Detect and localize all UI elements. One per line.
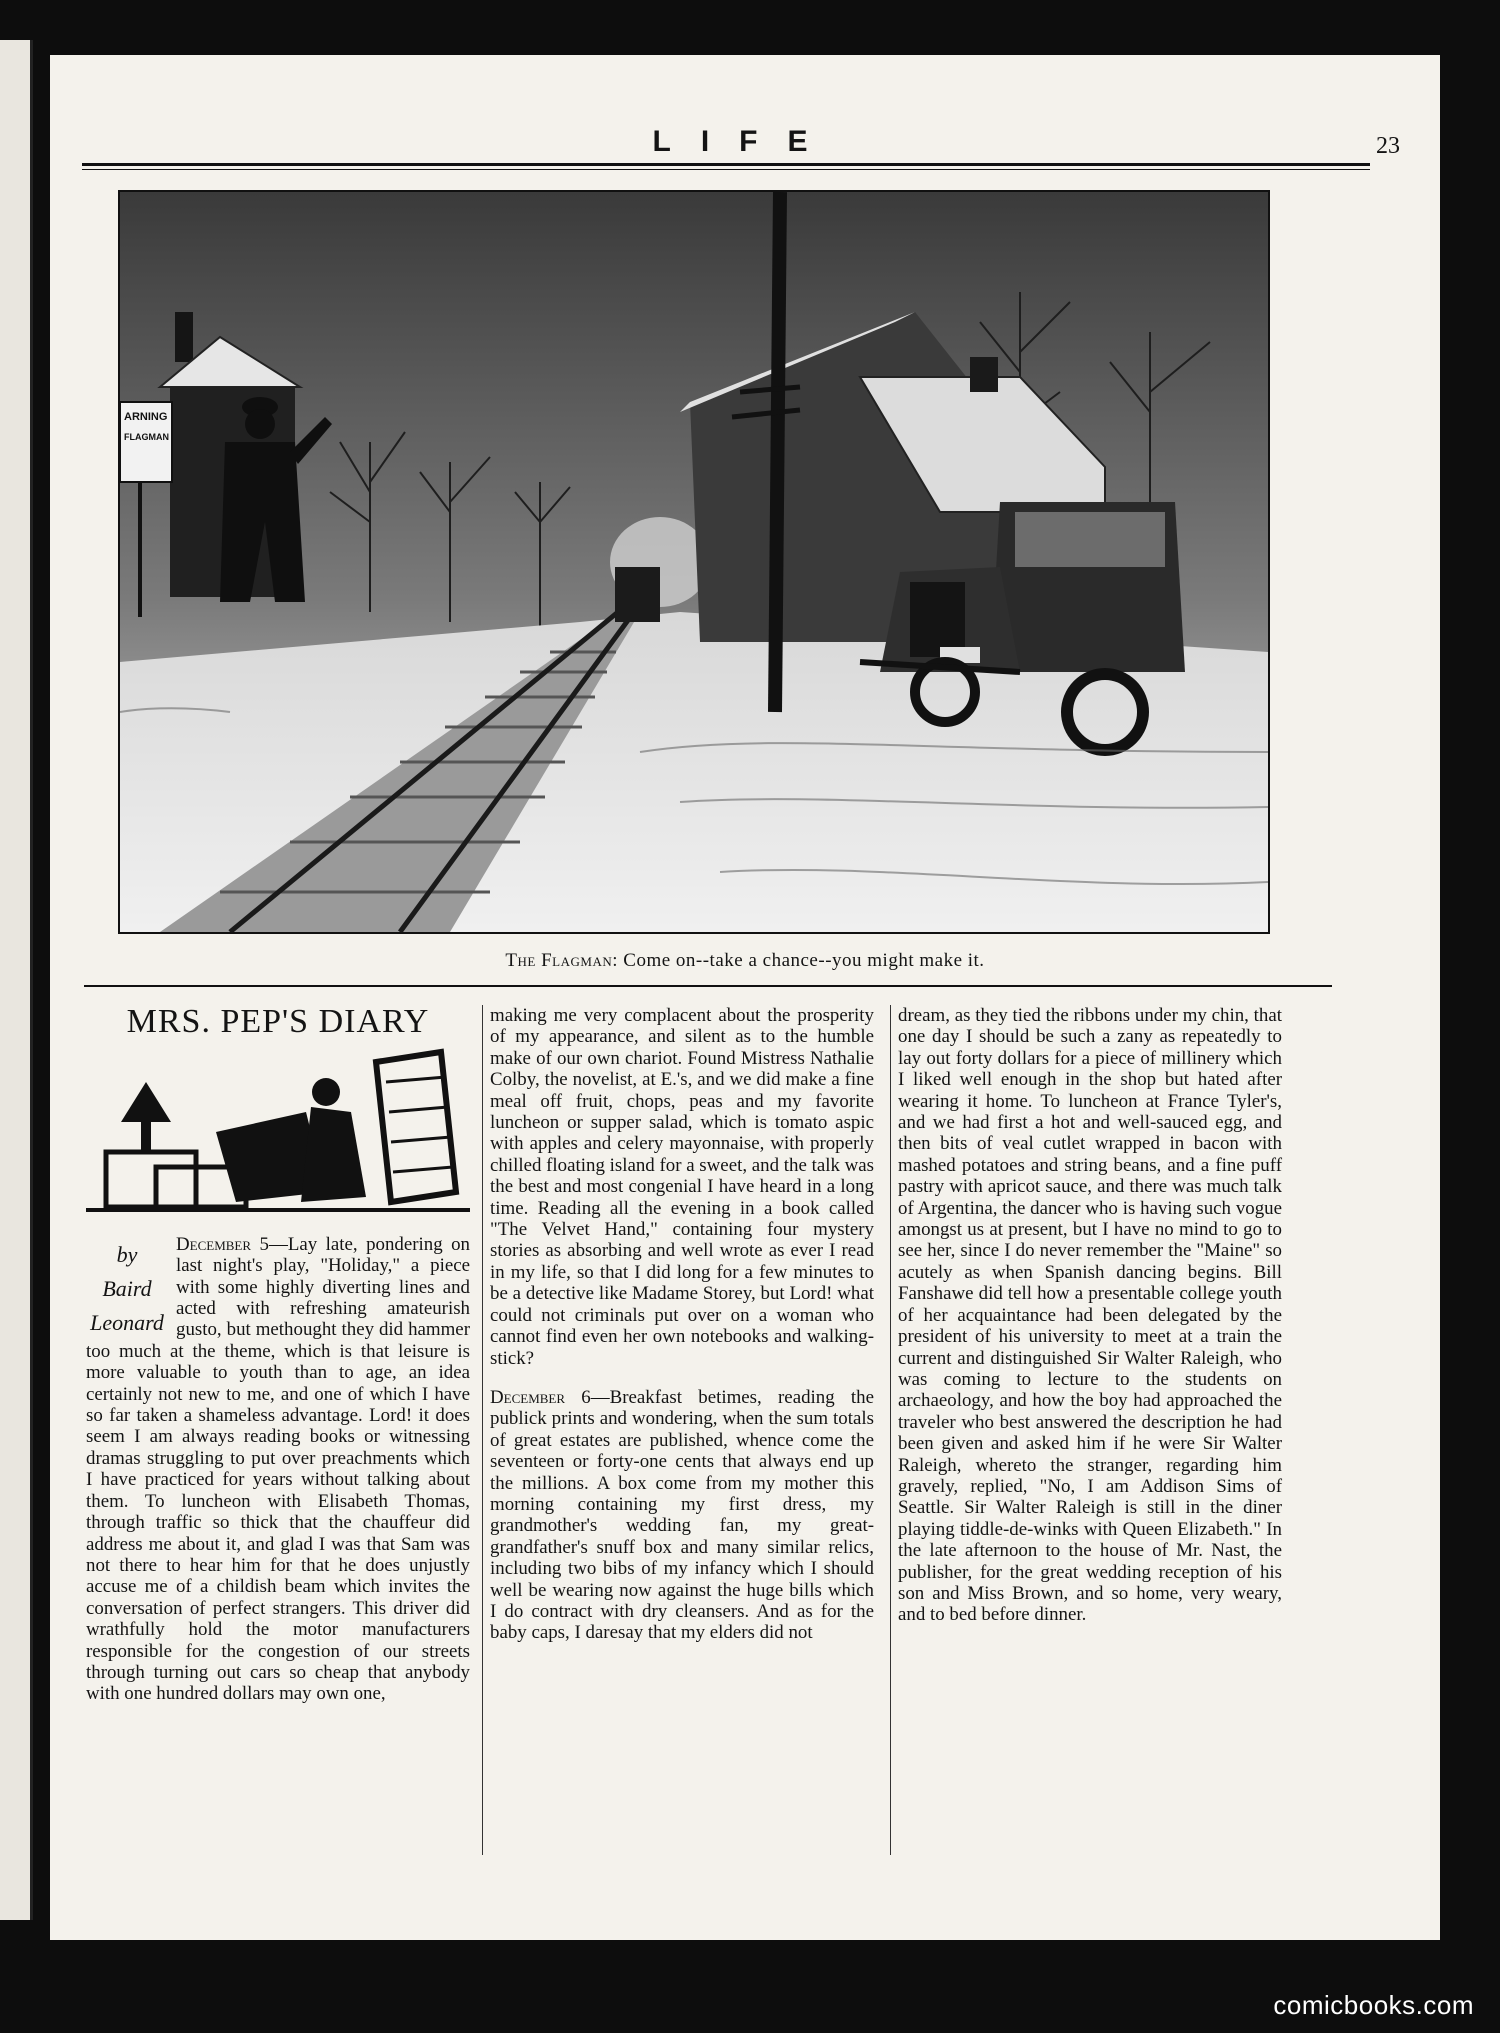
column-rule [482, 1005, 483, 1855]
diary-entry-continued: making me very complacent about the prosperity of my appearance, and silent as to the humble make of our own chariot. Found Mistress Nathalie Colby, the novelist, at E.'s, and we did make a fine meal off fruit, chops, peas and my favorite luncheon or supper salad, which is tomato aspic with apples and celery mayonnaise, with properly chilled floating island for a sweet, and the talk was the best and most congenial I have heard in a long time. Reading all the evening in a book called "The Velvet Hand," containing four mystery stories as absorbing and well wrote as ever I read in my life, so that I did long for a few minutes to be a detective like Madame Storey, but Lord! what could not criminals put over on a woman who cannot find even her own notebooks and walking-stick? [490, 1005, 874, 1369]
adjacent-page-edge [0, 40, 33, 1920]
article-title: MRS. PEP'S DIARY [126, 1003, 430, 1040]
masthead-title: LIFE [652, 125, 838, 158]
entry-date: December 6 [490, 1386, 591, 1408]
locomotive [615, 567, 660, 622]
illustration-drawing [120, 192, 1268, 932]
watermark: comicbooks.com [1273, 1990, 1474, 2020]
diary-entry-continued: dream, as they tied the ribbons under my chin, that one day I should be such a zany as repeatedly to lay out forty dollars for a piece of millinery which I liked well enough in the shop but hated after wearing it home. To luncheon at France Tyler's, and we had first a hot and well-sauced egg, and then bits of veal cutlet wrapped in bacon with mashed potatoes and string beans, and a fine puff pastry with apricot sauce, and there was much talk of Argentina, the dancer who is having such vogue amongst us at present, but I have no mind to go to see her, since I do never remember the "Maine" so acutely as when Spanish dancing begins. Bill Fanshawe did tell how a presentable college youth of her acquaintance had been delegated by the president of his university to meet at a train the current and distinguished Sir Walter Raleigh, who was coming to lecture to the students on archaeology, and how the boy had approached the traveler who best answered the description he had been given and asked him if he were Sir Walter Raleigh, whereto the stranger, regarding him gravely, replied, "No, I am Addison Sims of Seattle. Sir Walter Raleigh is still in the diner playing tiddle-de-winks with Queen Elizabeth." In the late afternoon to the house of Mr. Nast, the publisher, for the great wedding reception of his son and Miss Brown, and so home, very weary, and to bed before dinner. [898, 1005, 1282, 1626]
warning-sign-text: ARNING [124, 411, 168, 423]
article-column-3 [898, 1005, 1282, 1644]
article-column-2 [490, 1005, 874, 1662]
diary-illustration [86, 1042, 470, 1212]
header-rule [82, 163, 1370, 166]
page-number: 23 [1376, 133, 1400, 159]
caption-speaker: The Flagman: [505, 950, 619, 971]
byline-last-name: Leonard [90, 1309, 164, 1335]
byline-by: by [116, 1241, 138, 1267]
magazine-page [50, 55, 1440, 1940]
header-rule-thin [82, 169, 1370, 170]
article-byline [86, 1234, 168, 1340]
section-rule [84, 985, 1332, 987]
entry-date: December 5 [176, 1233, 269, 1255]
entry-text: —Lay late, pondering on last night's play, "Holiday," a piece with some highly diverting lines and acted with refreshing amateurish gusto, but methought they did hammer too much at the theme, which is that leisure is more valuable to youth than to age, an idea certainly not new to me, and one of which I have so far taken a shameless advantage. Lord! it does seem I am always reading books or witnessing dramas struggling to put over preachments which I have practiced for years without talking about them. To luncheon with Elisabeth Thomas, through traffic so thick that the chauffeur did address me about it, and glad I was that Sam was not there to hear him for that he does unjustly accuse me of a childish beam which invites the conversation of perfect strangers. This driver did wrathfully hold the motor manufacturers responsible for the congestion of our streets through turning out cars so cheap that anybody with one hundred dollars may own one, [86, 1233, 470, 1705]
column-rule [890, 1005, 891, 1855]
illustration-caption [50, 950, 1440, 972]
byline-first-name: Baird [102, 1275, 152, 1301]
warning-sign-text-flagman: FLAGMAN [124, 432, 169, 442]
flagman-illustration [118, 190, 1270, 934]
caption-text: Come on--take a chance--you might make it. [623, 950, 985, 971]
article-column-1 [86, 1005, 470, 1723]
diary-entry-december-6 [490, 1387, 874, 1644]
entry-text: —Breakfast betimes, reading the publick prints and wondering, when the sum totals of great estates are published, whence come the seventeen or forty-one cents that always end up the millions. A box come from my mother this morning containing my first dress, my grandmother's wedding fan, my great-grandfather's snuff box and many similar relics, including two bibs of my infancy which I should well be wearing now against the huge bills which I do contract with dry cleansers. And as for the baby caps, I daresay that my elders did not [490, 1386, 874, 1644]
